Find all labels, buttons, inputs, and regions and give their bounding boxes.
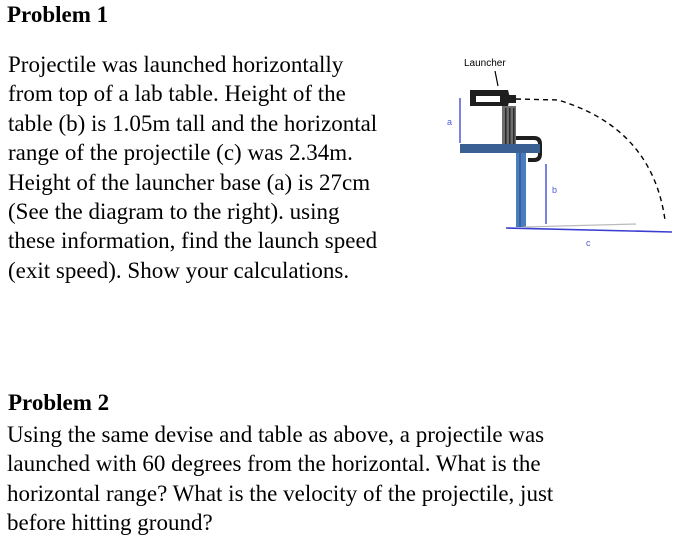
problem-1-title: Problem 1 [7, 2, 109, 27]
problem-2-title: Problem 2 [8, 390, 110, 415]
launcher-stripe [509, 108, 511, 146]
launcher-slot [476, 96, 500, 102]
launcher-stripe [505, 108, 507, 146]
label-c: c [586, 238, 591, 248]
table-top [460, 144, 540, 153]
problem-1-line: from top of a lab table. Height of the [8, 81, 346, 107]
ground-line [506, 228, 672, 232]
problem-2-line: before hitting ground? [7, 510, 213, 536]
problem-1-line: range of the projectile (c) was 2.34m. [8, 140, 353, 166]
problem-1-text [8, 50, 377, 285]
launcher-muzzle [508, 95, 516, 103]
label-a: a [447, 117, 453, 127]
ground-shadow [524, 224, 636, 227]
problem-1-line: these information, find the launch speed [8, 228, 378, 254]
problem-1-line: (exit speed). Show your calculations. [8, 257, 350, 283]
launcher-pointer [495, 71, 498, 86]
problem-1-line: Projectile was launched horizontally [8, 52, 344, 77]
problem-2-line: Using the same devise and table as above, a projectile was [7, 422, 545, 447]
problem-2-line: horizontal range? What is the velocity of the projectile, just [7, 480, 554, 506]
table-leg [516, 153, 526, 227]
problem-1-line: table (b) is 1.05m tall and the horizontal [8, 110, 378, 136]
problem-1-line: Height of the launcher base (a) is 27cm [8, 169, 371, 195]
launcher-stripe [513, 108, 515, 146]
problem-2-line: launched with 60 degrees from the horizontal. What is the [7, 451, 541, 477]
launcher-diagram [440, 52, 672, 272]
launcher-label: Launcher [464, 58, 506, 69]
problem-1-line: (See the diagram to the right). using [8, 199, 340, 225]
problem-2-text [7, 420, 553, 538]
label-b: b [552, 185, 558, 195]
